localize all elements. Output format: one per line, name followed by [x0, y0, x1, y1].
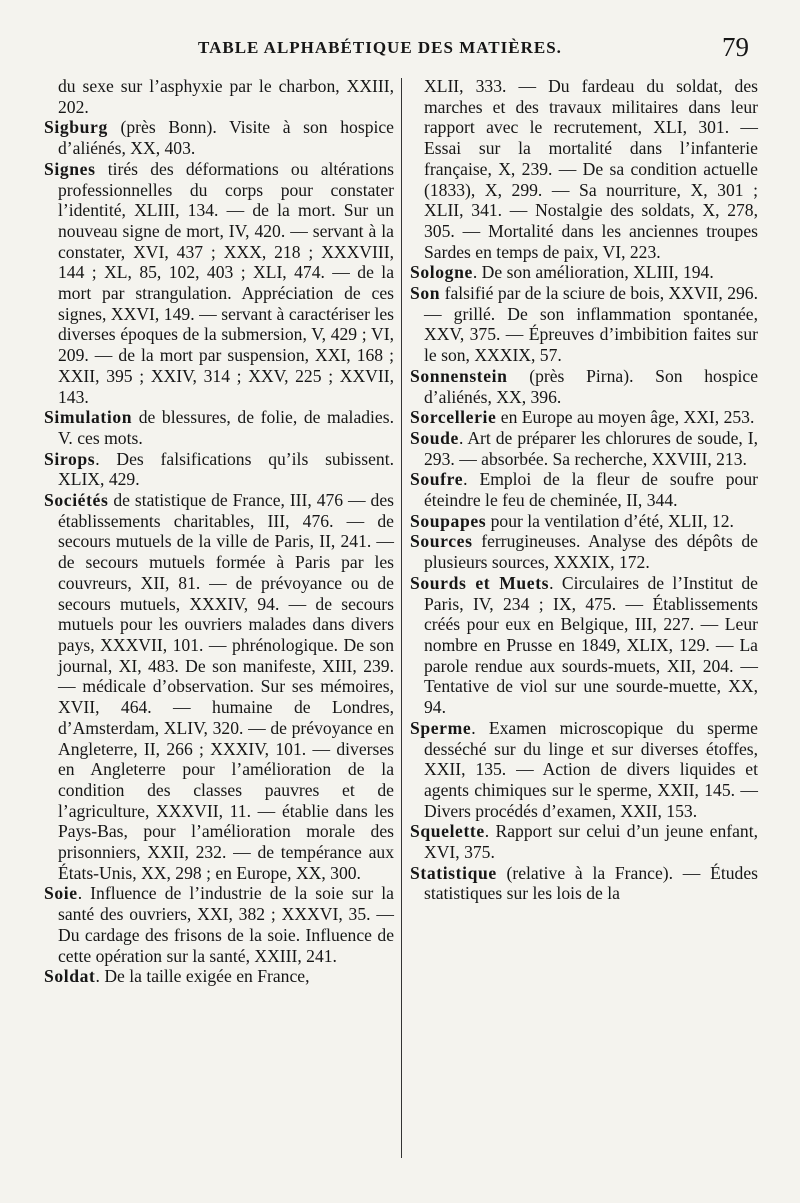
index-entry: Signes tirés des déformations ou altérations professionnelles du corps pour constater l’identité, XLIII, 134. — de la mort. Sur un nouveau signe de mort, IV, 420. — servant à la constater, XVI, 437 ; XXX, 218 ; XXXVIII, 144 ; XL, 85, 102, 403 ; XLI, 474. — de la mort par strangulation. Appréciation de ces signes, XXVI, 149. — servant à caractériser les diverses époques de la submersion, V, 429 ; VI, 209. — de la mort par suspension, XXI, 168 ; XXII, 395 ; XXIV, 314 ; XXV, 225 ; XXVII, 143.	[44, 158, 394, 407]
index-entry: Soldat. De la taille exigée en France,	[44, 966, 310, 987]
index-entry: du sexe sur l’asphyxie par le charbon, XXIII, 202.	[58, 76, 394, 117]
column-divider	[401, 78, 402, 1158]
page-number: 79	[722, 32, 749, 62]
index-entry: Sorcellerie en Europe au moyen âge, XXI, 253.	[410, 407, 755, 428]
entry-keyword: Signes	[44, 158, 96, 179]
index-entry: Soupapes pour la ventilation d’été, XLII, 12.	[410, 510, 734, 531]
index-entry: Soie. Influence de l’industrie de la soie sur la santé des ouvriers, XXI, 382 ; XXXVI, 35. — Du cardage des frisons de la soie. Influence de cette opération sur la santé, XXIII, 241.	[44, 883, 394, 966]
entry-keyword: Sologne	[410, 262, 473, 283]
entry-keyword: Son	[410, 283, 441, 304]
index-entry: Sourds et Muets. Circulaires de l’Institut de Paris, IV, 234 ; IX, 475. — Établissements créés pour eux en Belgique, III, 227. — Leur nombre en Prusse en 1849, XLIX, 129. — La parole rendue aux sourds-muets, XII, 204. — Tentative de viol sur une sourde-muette, XX, 94.	[410, 572, 758, 718]
entry-keyword: Simulation	[44, 407, 133, 428]
entry-keyword: Soie	[44, 883, 78, 904]
index-entry: Squelette. Rapport sur celui d’un jeune enfant, XVI, 375.	[410, 821, 758, 863]
entry-keyword: Sociétés	[44, 490, 109, 511]
index-entry: Sigburg (près Bonn). Visite à son hospice d’aliénés, XX, 403.	[44, 117, 394, 159]
entry-keyword: Soufre	[410, 469, 464, 490]
left-column	[44, 76, 394, 987]
entry-keyword: Sourds et Muets	[410, 572, 550, 593]
entry-keyword: Sorcellerie	[410, 407, 497, 428]
entry-keyword: Soldat	[44, 966, 96, 987]
entry-keyword: Squelette	[410, 821, 485, 842]
index-entry: Sonnenstein (près Pirna). Son hospice d’aliénés, XX, 396.	[410, 365, 758, 407]
entry-keyword: Soupapes	[410, 510, 487, 531]
entry-keyword: Soude	[410, 427, 459, 448]
entry-keyword: Sources	[410, 531, 473, 552]
index-entry: Sources ferrugineuses. Analyse des dépôts de plusieurs sources, XXXIX, 172.	[410, 531, 758, 573]
entry-keyword: Statistique	[410, 862, 497, 883]
entry-keyword: Sirops	[44, 448, 96, 469]
index-entry: XLII, 333. — Du fardeau du soldat, des marches et des travaux militaires dans leur rapport avec le recrutement, XLI, 301. — Essai sur la mortalité dans l’infanterie française, X, 239. — De sa condition actuelle (1833), X, 299. — Sa nourriture, X, 301 ; XLII, 341. — Nostalgie des soldats, X, 278, 305. — Mortalité dans les anciennes troupes Sardes en temps de paix, VI, 223.	[424, 76, 758, 262]
index-entry: Sologne. De son amélioration, XLIII, 194.	[410, 262, 714, 283]
index-entry: Simulation de blessures, de folie, de maladies. V. ces mots.	[44, 407, 394, 448]
index-entry: Sirops. Des falsifications qu’ils subissent. XLIX, 429.	[44, 448, 394, 490]
index-entry: Soufre. Emploi de la fleur de soufre pour éteindre le feu de cheminée, II, 344.	[410, 469, 758, 511]
index-entry: Sperme. Examen microscopique du sperme desséché sur du linge et sur diverses étoffes, XXII, 135. — Action de divers liquides et agents chimiques sur le sperme, XXII, 145. — Divers procédés d’examen, XXII, 153.	[410, 717, 758, 821]
page-title: TABLE ALPHABÉTIQUE DES MATIÈRES.	[198, 38, 562, 57]
entry-keyword: Sperme	[410, 717, 472, 738]
page-header	[0, 32, 800, 72]
entry-keyword: Sonnenstein	[410, 365, 508, 386]
entry-keyword: Sigburg	[44, 117, 108, 138]
index-entry: Statistique (relative à la France). — Études statistiques sur les lois de la	[410, 862, 758, 904]
right-column	[410, 76, 758, 904]
index-entry: Son falsifié par de la sciure de bois, XXVII, 296. — grillé. De son inflammation spontanée, XXV, 375. — Épreuves d’imbibition faites sur le son, XXXIX, 57.	[410, 283, 758, 366]
index-entry: Soude. Art de préparer les chlorures de soude, I, 293. — absorbée. Sa recherche, XXVIII, 213.	[410, 427, 758, 469]
index-entry: Sociétés de statistique de France, III, 476 — des établissements charitables, III, 476. — de secours mutuels de la ville de Paris, II, 241. — de secours mutuels formée à Paris par les couvreurs, XII, 81. — de prévoyance ou de secours mutuels, XXXIV, 94. — de secours mutuels pour les ouvriers malades dans divers pays, XXXVII, 101. — phrénologique. De son journal, XI, 483. De son manifeste, XIII, 239. — médicale d’observation. Sur ses mémoires, XVII, 464. — humaine de Londres, d’Amsterdam, XLIV, 320. — de prévoyance en Angleterre, II, 266 ; XXXIV, 101. — diverses en Angleterre pour l’amélioration de la condition des classes pauvres et de l’agriculture, XXXVII, 11. — établie dans les Pays-Bas, pour l’amélioration morale des prisonniers, XXII, 232. — de tempérance aux États-Unis, XX, 298 ; en Europe, XX, 300.	[44, 490, 394, 883]
